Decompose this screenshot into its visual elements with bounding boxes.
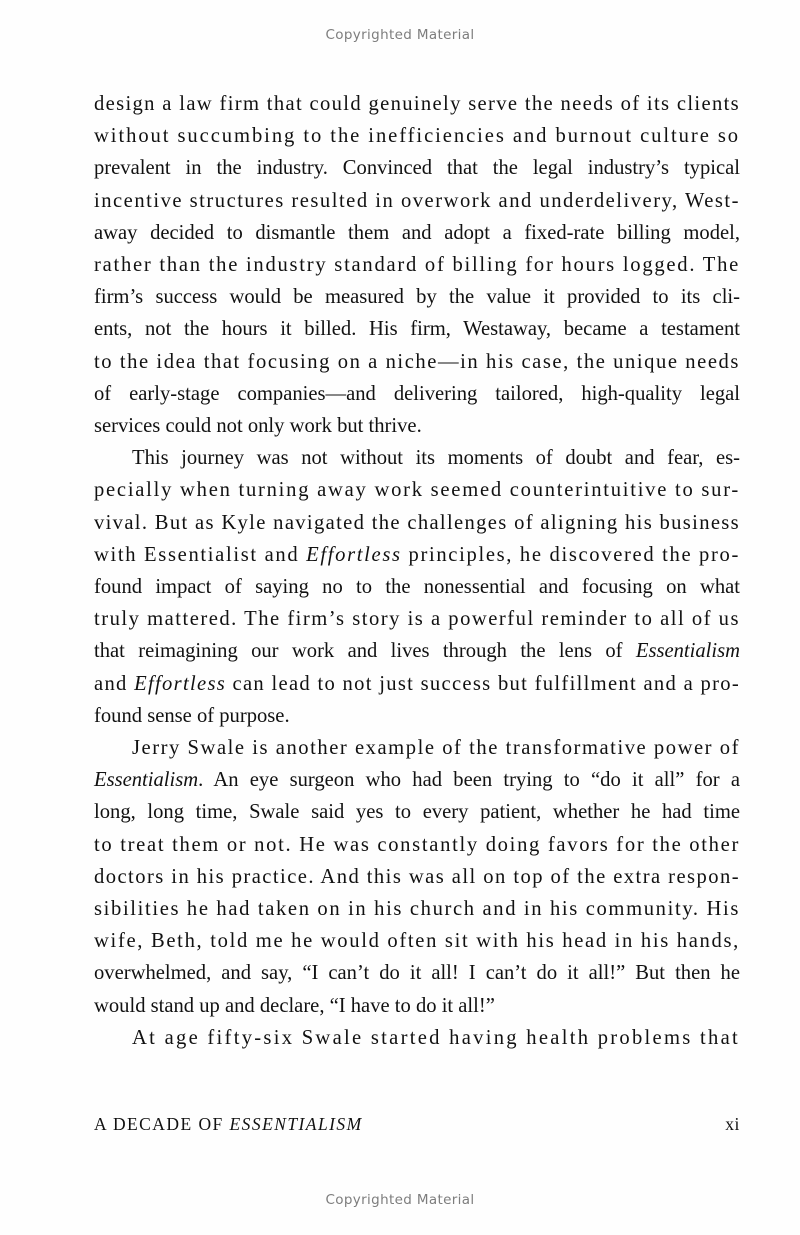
text-line bbox=[94, 796, 740, 828]
italic-title: Effortless bbox=[134, 672, 227, 695]
text-run: long, long time, Swale said yes to every patient, whether he had time bbox=[94, 801, 740, 824]
text-run: rather than the industry standard of billing for hours logged. The bbox=[94, 254, 740, 277]
text-run: overwhelmed, and say, “I can’t do it all! I can’t do it all!” But then he bbox=[94, 962, 740, 985]
text-run: pecially when turning away work seemed counterintuitive to sur- bbox=[94, 479, 740, 502]
text-run: without succumbing to the inefficiencies and burnout culture so bbox=[94, 125, 740, 148]
text-run: can lead to not just success but fulfillment and a pro- bbox=[226, 672, 741, 695]
text-line bbox=[94, 539, 740, 571]
copyrighted-material-header: Copyrighted Material bbox=[325, 27, 475, 43]
italic-title: Essentialism bbox=[94, 769, 199, 792]
text-line bbox=[94, 603, 740, 635]
text-run: with Essentialist and bbox=[94, 543, 307, 566]
page-number: xi bbox=[725, 1114, 740, 1134]
running-foot-title-roman: A DECADE OF bbox=[94, 1114, 230, 1134]
text-line bbox=[94, 185, 740, 217]
text-line bbox=[94, 861, 740, 893]
text-run: firm’s success would be measured by the value it provided to its cli- bbox=[94, 286, 740, 309]
text-line bbox=[94, 957, 740, 989]
text-run: incentive structures resulted in overwork and underdelivery, West- bbox=[94, 189, 740, 212]
body-text-block bbox=[94, 88, 740, 1054]
text-line bbox=[94, 507, 740, 539]
text-line bbox=[94, 732, 740, 764]
text-run: found sense of purpose. bbox=[94, 704, 290, 727]
italic-title: Essentialism bbox=[635, 640, 740, 663]
text-line bbox=[94, 217, 740, 249]
text-line bbox=[94, 635, 740, 667]
text-run: to treat them or not. He was constantly doing favors for the other bbox=[94, 833, 740, 856]
running-foot-title bbox=[94, 1114, 363, 1135]
text-line bbox=[94, 120, 740, 152]
text-run: away decided to dismantle them and adopt a fixed-rate billing model, bbox=[94, 221, 740, 244]
text-run: to the idea that focusing on a niche—in his case, the unique needs bbox=[94, 350, 740, 373]
text-run: principles, he discovered the pro- bbox=[401, 543, 741, 566]
text-run: wife, Beth, told me he would often sit with his head in his hands, bbox=[94, 930, 740, 953]
text-run: would stand up and declare, “I have to do it all!” bbox=[94, 994, 495, 1017]
text-run: found impact of saying no to the nonessential and focusing on what bbox=[94, 576, 740, 599]
text-line bbox=[94, 829, 740, 861]
paragraph bbox=[94, 732, 740, 1022]
text-run: of early-stage companies—and delivering tailored, high-quality legal bbox=[94, 382, 740, 405]
text-line bbox=[94, 281, 740, 313]
text-line bbox=[94, 1022, 740, 1054]
text-line bbox=[94, 88, 740, 120]
text-run: sibilities he had taken on in his church and in his community. His bbox=[94, 898, 740, 921]
text-line bbox=[94, 764, 740, 796]
text-line bbox=[94, 313, 740, 345]
text-run: and bbox=[94, 672, 135, 695]
text-line bbox=[94, 893, 740, 925]
text-run: Jerry Swale is another example of the transformative power of bbox=[132, 737, 740, 760]
text-line bbox=[94, 700, 740, 732]
text-line bbox=[94, 249, 740, 281]
text-run: services could not only work but thrive. bbox=[94, 415, 422, 438]
text-line bbox=[94, 668, 740, 700]
text-run: doctors in his practice. And this was all on top of the extra respon- bbox=[94, 865, 740, 888]
text-line bbox=[94, 925, 740, 957]
text-run: that reimagining our work and lives through the lens of bbox=[94, 640, 636, 663]
text-run: vival. But as Kyle navigated the challenges of aligning his business bbox=[94, 511, 740, 534]
text-line bbox=[94, 442, 740, 474]
running-foot bbox=[94, 1114, 740, 1135]
text-run: design a law firm that could genuinely serve the needs of its clients bbox=[94, 93, 740, 115]
text-line bbox=[94, 474, 740, 506]
copyrighted-material-footer: Copyrighted Material bbox=[325, 1192, 475, 1208]
text-run: prevalent in the industry. Convinced that the legal industry’s typical bbox=[94, 157, 740, 180]
text-run: At age fifty-six Swale started having health problems that bbox=[132, 1026, 740, 1049]
text-line bbox=[94, 571, 740, 603]
text-line bbox=[94, 378, 740, 410]
text-run: This journey was not without its moments of doubt and fear, es- bbox=[132, 447, 740, 470]
text-run: ents, not the hours it billed. His firm, Westaway, became a testament bbox=[94, 318, 740, 341]
text-run: . An eye surgeon who had been trying to “do it all” for a bbox=[198, 769, 740, 792]
text-line bbox=[94, 410, 740, 442]
text-line bbox=[94, 990, 740, 1022]
text-line bbox=[94, 152, 740, 184]
text-line bbox=[94, 346, 740, 378]
paragraph bbox=[94, 442, 740, 732]
italic-title: Effortless bbox=[306, 543, 402, 566]
text-run: truly mattered. The firm’s story is a powerful reminder to all of us bbox=[94, 608, 740, 631]
paragraph bbox=[94, 1022, 740, 1054]
running-foot-title-italic: ESSENTIALISM bbox=[229, 1114, 363, 1134]
paragraph bbox=[94, 88, 740, 442]
